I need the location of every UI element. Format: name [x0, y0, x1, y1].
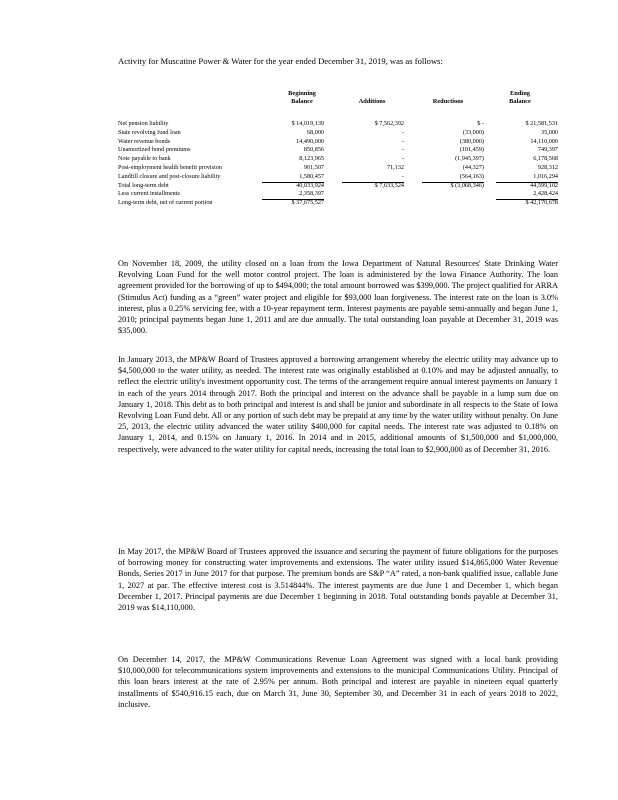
- row-label: Landfill closure and post-closure liability: [118, 172, 221, 180]
- header-reductions-line1: Reductions: [432, 98, 464, 105]
- table-row: [118, 164, 558, 173]
- debt-activity-table: [118, 120, 558, 208]
- header-beginning-balance: [276, 90, 328, 106]
- cell-ending: 35,000: [540, 128, 558, 136]
- paragraph-electric-advance: In January 2013, the MP&W Board of Trustees approved a borrowing arrangement whereby the electric utility may advance up to $4,500,000 to the water utility, as needed. The interest rate was originally established at 0.10% and may be adjusted annually, to reflect the electric utility's investment opportunity cost. The terms of the arrangement require annual interest payments on January 1 in each of the years 2014 through 2017. Both the principal and interest on the advance shall be payable in a lump sum due on January 1, 2018. This debt as to both principal and interest is and shall be junior and subordinate in all respects to the State of Iowa Revolving Loan Fund debt. All or any portion of such debt may be prepaid at any time by the water utility without penalty. On June 25, 2013, the electric utility advanced the water utility $400,000 for capital needs. The interest rate was adjusted to 0.18% on January 1, 2014, and 0.15% on January 1, 2016. In 2014 and in 2015, additional amounts of $1,500,000 and $1,000,000, respectively, were advanced to the water utility for capital needs, increasing the total loan to $2,900,000 as of December 31, 2016.: [118, 355, 558, 454]
- cell-additions: -: [342, 173, 404, 183]
- header-reductions: [422, 98, 474, 106]
- row-label: Note payable to bank: [118, 155, 171, 163]
- intro-sentence: Activity for Muscatine Power & Water for the year ended December 31, 2019, was as follows:: [118, 56, 443, 66]
- cell-ending: 14,110,000: [530, 137, 558, 145]
- cell-beginning: 40,033,924: [296, 181, 324, 189]
- header-beginning-line2: Balance: [291, 98, 313, 105]
- cell-beginning: $ 37,675,527: [291, 199, 324, 207]
- paragraph-srf-loan: On November 18, 2009, the utility closed on a loan from the Iowa Department of Natural Resources' State Drinking Water Revolving Loan Fund for the well motor control project. The loan is administered by the Iowa Finance Authority. The loan agreement provided for the borrowing of up to $494,000; the total amount borrowed was $399,000. The project qualified for ARRA (Stimulus Act) funding as a “green” water project and eligible for $93,000 loan forgiveness. The interest rate on the loan is 3.0% interest, plus a 0.25% servicing fee, with a 10-year repayment term. Interest payments are payable semi-annually and began June 1, 2010; principal payments began June 1, 2011 and are due annually. The total outstanding loan payable at December 31, 2019 was $35,000.: [118, 259, 558, 336]
- cell-beginning: 8,123,965: [299, 155, 324, 163]
- cell-beginning: 14,490,000: [296, 137, 324, 145]
- table-row: [118, 129, 558, 138]
- table-row-net: [118, 199, 558, 208]
- row-label: State revolving fund loan: [118, 128, 181, 136]
- row-label: Total long-term debt: [118, 181, 169, 189]
- header-ending-line1: Ending: [510, 90, 530, 97]
- paragraph-communications-loan: On December 14, 2017, the MP&W Communications Revenue Loan Agreement was signed with a local bank providing $10,000,000 for telecommunications system improvements and extensions to the municipal Communications Utility. Principal of this loan bears interest at the rate of 2.95% per annum. Both principal and interest are payable in nineteen equal quarterly installments of $540,916.15 each, due on March 31, June 30, September 30, and December 31 in each of years 2018 to 2022, inclusive.: [118, 655, 558, 709]
- table-row: [118, 120, 558, 129]
- cell-additions: -: [401, 146, 404, 154]
- cell-ending: $ 21,581,531: [525, 120, 558, 127]
- cell-reductions: (33,000): [462, 128, 484, 136]
- cell-additions: -: [401, 155, 404, 163]
- header-additions-line1: Additions: [358, 98, 386, 105]
- cell-ending: 2,428,424: [496, 190, 558, 200]
- table-row: [118, 146, 558, 155]
- cell-ending: 44,599,102: [530, 181, 558, 189]
- cell-reductions: (101,459): [459, 146, 484, 154]
- cell-reductions: (44,327): [462, 163, 484, 171]
- cell-ending: 1,016,294: [496, 173, 558, 183]
- cell-additions: $ 7,633,524: [374, 181, 404, 189]
- header-ending-line2: Balance: [509, 98, 531, 105]
- cell-beginning: 901,507: [303, 163, 324, 171]
- cell-ending: $ 42,170,678: [525, 199, 558, 207]
- cell-reductions: (1,945,397): [455, 155, 484, 163]
- cell-additions: -: [401, 128, 404, 136]
- cell-additions: 71,132: [386, 163, 404, 171]
- table-row: [118, 155, 558, 164]
- cell-ending: 6,178,568: [533, 155, 558, 163]
- paragraph-revenue-bonds: In May 2017, the MP&W Board of Trustees approved the issuance and securing the payment of future obligations for the purposes of borrowing money for constructing water improvements and extensions. The water utility issued $14,865,000 Water Revenue Bonds, Series 2017 in June 2017 for that purpose. The premium bonds are S&P “A” rated, a non-bank qualified issue, callable June 1, 2027 at par. The effective interest cost is 3.514844%. The interest payments are due June 1 and December 1, which began December 1, 2017. Principal payments are due December 1 beginning in 2018. Total outstanding bonds payable at December 31, 2019 was $14,110,000.: [118, 547, 558, 613]
- table-row-total: [118, 182, 558, 191]
- cell-ending: 749,397: [537, 146, 558, 154]
- cell-beginning: 1,580,457: [262, 173, 324, 183]
- cell-beginning: $ 14,019,139: [291, 120, 324, 127]
- table-row: [118, 173, 558, 182]
- row-label: Post-employment health benefit provision: [118, 163, 222, 171]
- header-beginning-line1: Beginning: [288, 90, 316, 97]
- cell-reductions: $ -: [477, 120, 484, 127]
- header-additions: [346, 98, 398, 106]
- table-row: [118, 138, 558, 147]
- header-ending-balance: [494, 90, 546, 106]
- table-row: [118, 190, 558, 199]
- cell-reductions: (564,163): [422, 173, 484, 183]
- cell-additions: $ 7,562,392: [374, 120, 404, 127]
- row-label: Net pension liability: [118, 120, 169, 127]
- cell-beginning: 850,856: [303, 146, 324, 154]
- cell-additions: -: [401, 137, 404, 145]
- row-label: Less current installments: [118, 190, 180, 198]
- cell-reductions: $ (3,068,346): [450, 181, 484, 189]
- row-label: Unamortized bond premiums: [118, 146, 191, 154]
- row-label: Water revenue bonds: [118, 137, 171, 145]
- cell-ending: 928,312: [537, 163, 558, 171]
- cell-beginning: 2,358,397: [262, 190, 324, 200]
- cell-reductions: (380,000): [459, 137, 484, 145]
- row-label: Long-term debt, net of current portion: [118, 199, 213, 207]
- cell-beginning: 68,000: [306, 128, 324, 136]
